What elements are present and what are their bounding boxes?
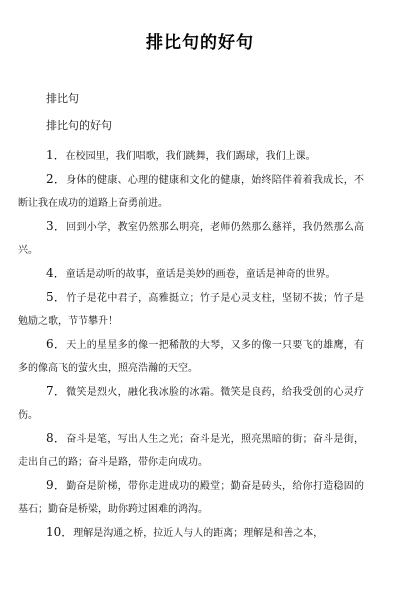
item-text: 勤奋是阶梯，带你走进成功的殿堂；勤奋是砖头，给你打造稳固的基石；勤奋是桥梁，助你跨过困难的鸿沟。	[18, 481, 365, 515]
list-item	[18, 215, 364, 262]
item-number: 3．	[46, 219, 67, 233]
item-number: 10．	[46, 525, 74, 539]
item-text: 在校园里，我们唱歌，我们跳舞，我们踢球，我们上课。	[65, 151, 316, 162]
list-item	[18, 262, 364, 286]
list-item	[18, 286, 364, 333]
item-number: 1．	[46, 148, 66, 162]
item-number: 6．	[46, 337, 67, 351]
list-item	[18, 380, 364, 427]
item-text: 理解是沟通之桥，拉近人与人的距离；理解是和善之本，	[73, 528, 324, 539]
list-item	[18, 474, 364, 521]
item-number: 9．	[46, 478, 67, 492]
item-number: 2．	[46, 172, 67, 186]
item-number: 8．	[46, 431, 67, 445]
item-text: 竹子是花中君子，高雅挺立；竹子是心灵支柱，坚韧不拔；竹子是勉励之歌，节节攀升！	[18, 293, 365, 327]
item-text: 天上的星星多的像一把稀散的大琴，又多的像一只要飞的雄鹰，有多的像高飞的萤火虫，照亮浩瀚的天空。	[18, 340, 365, 374]
page-title: 排比句的好句	[146, 33, 254, 53]
list-item	[18, 427, 364, 474]
item-text: 微笑是烈火，融化我冰脸的冰霜。微笑是良药，给我受创的心灵疗伤。	[18, 387, 365, 421]
subheading-1: 排比句	[46, 92, 79, 105]
subheading-2: 排比句的好句	[46, 119, 112, 132]
item-text: 身体的健康、心理的健康和文化的健康，始终陪伴着着我成长，不断让我在成功的道路上奋勇前进。	[18, 175, 365, 209]
list-item	[18, 144, 364, 168]
item-number: 7．	[46, 384, 67, 398]
list-item	[18, 168, 364, 215]
item-text: 童话是动听的故事，童话是美妙的画卷，童话是神奇的世界。	[65, 269, 336, 280]
item-number: 4．	[46, 266, 66, 280]
item-number: 5．	[46, 290, 67, 304]
sentence-list	[18, 144, 364, 545]
list-item	[18, 521, 364, 545]
item-text: 回到小学，教室仍然那么明亮，老师仍然那么慈祥，我仍然那么高兴。	[18, 222, 365, 256]
item-text: 奋斗是笔，写出人生之光；奋斗是光，照亮黑暗的街；奋斗是街，走出自己的路；奋斗是路，带你走向成功。	[18, 434, 365, 468]
list-item	[18, 333, 364, 380]
document-content	[18, 92, 364, 545]
